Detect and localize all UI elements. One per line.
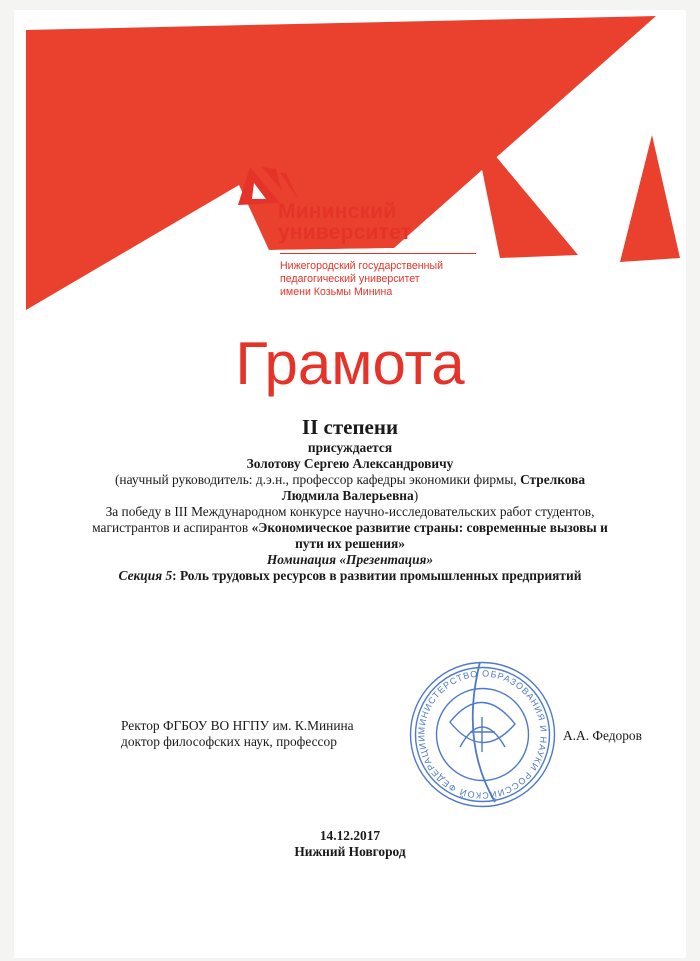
- university-full-name: [280, 260, 500, 299]
- center-red-triangle: [474, 130, 578, 258]
- supervisor-surname: Стрелкова: [520, 472, 586, 487]
- supervisor-info: [90, 472, 610, 504]
- contest-name: «Экономическое развитие страны: современные вызовы и пути их решения»: [251, 520, 608, 551]
- certificate-title: Грамота: [235, 330, 465, 397]
- issue-date: 14.12.2017: [319, 828, 381, 843]
- supervisor-given-names: Людмила Валерьевна: [281, 488, 414, 503]
- rector-degree: доктор философских наук, профессор: [121, 734, 337, 749]
- awarded-label: присуждается: [307, 440, 393, 455]
- university-full-name-line3: имени Козьмы Минина: [280, 286, 393, 298]
- rector-position: Ректор ФГБОУ ВО НГПУ им. К.Минина: [121, 718, 354, 733]
- certificate-body: [90, 414, 610, 584]
- section-name: : Роль трудовых ресурсов в развитии промышленных предприятий: [172, 568, 582, 583]
- certificate-footer: [0, 828, 700, 860]
- section-label: Секция 5: [118, 568, 173, 583]
- award-degree: II степени: [301, 415, 399, 439]
- seal-text: МИНИСТЕРСТВО ОБРАЗОВАНИЯ И НАУКИ РОССИЙСКОЙ ФЕДЕРАЦИИ: [416, 668, 549, 801]
- logo-divider: [280, 253, 476, 254]
- signer-name: А.А. Федоров: [563, 728, 642, 743]
- award-reason-line1: За победу в III Международном конкурсе научно-исследовательских работ студентов,: [105, 504, 595, 519]
- supervisor-suffix: ): [413, 488, 419, 503]
- section-info: [90, 568, 610, 584]
- recipient-name: Золотову Сергею Александровичу: [246, 456, 454, 471]
- award-reason: [90, 504, 610, 552]
- university-name-line2: университет: [278, 221, 412, 244]
- university-full-name-line2: педагогический университет: [280, 273, 420, 285]
- supervisor-prefix: (научный руководитель: д.э.н., профессор кафедры экономики фирмы,: [114, 472, 517, 487]
- nomination: Номинация «Презентация»: [266, 552, 434, 567]
- university-name: [278, 201, 448, 243]
- issue-city: Нижний Новгород: [294, 844, 406, 859]
- right-red-triangle: [620, 135, 680, 262]
- university-name-line1: Мининский: [278, 200, 397, 223]
- official-seal: [400, 652, 565, 817]
- university-full-name-line1: Нижегородский государственный: [280, 260, 444, 272]
- award-reason-line2: магистрантов и аспирантов: [92, 520, 249, 535]
- rector-title: [121, 718, 421, 750]
